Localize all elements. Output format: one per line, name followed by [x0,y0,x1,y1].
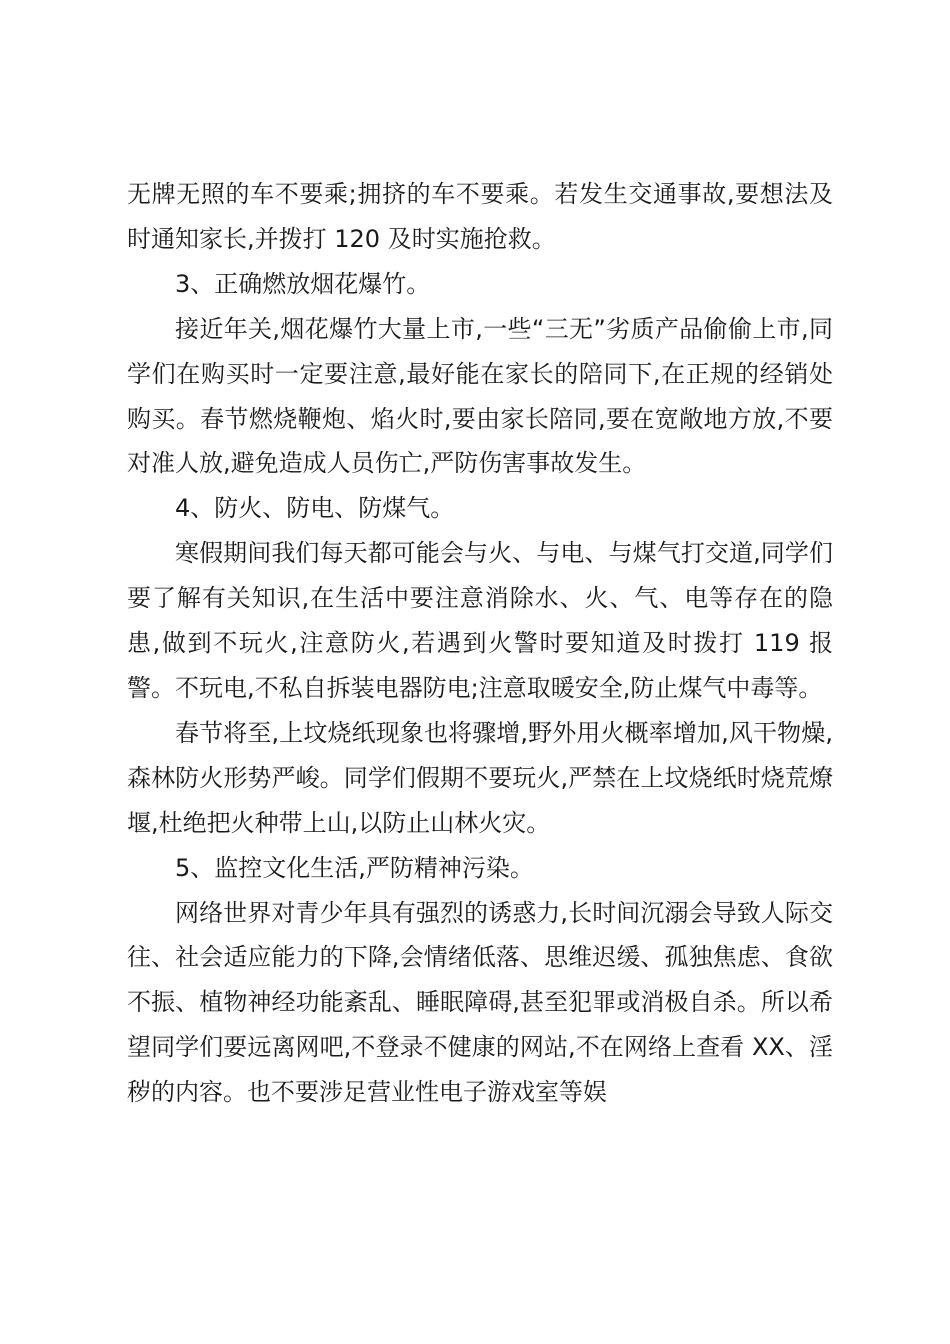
paragraph-internet: 网络世界对青少年具有强烈的诱惑力,长时间沉溺会导致人际交往、社会适应能力的下降,会情绪低落、思维迟缓、孤独焦虑、食欲不振、植物神经功能紊乱、睡眠障碍,甚至犯罪或消极自杀。所以希望同学们要远离网吧,不登录不健康的网站,不在网络上查看 XX、淫秽的内容。也不要涉足营业性电子游戏室等娱 [127,898,833,1107]
heading-fireworks: 3、正确燃放烟花爆竹。 [175,269,431,298]
heading-fire-electric-gas: 4、防火、防电、防煤气。 [175,494,455,523]
paragraph-fireworks: 接近年关,烟花爆竹大量上市,一些“三无”劣质产品偷偷上市,同学们在购买时一定要注意,最好能在家长的陪同下,在正规的经销处购买。春节燃烧鞭炮、焰火时,要由家长陪同,要在宽敞地方放,不要对准人放,避免造成人员伤亡,严防伤害事故发生。 [127,314,833,478]
paragraph-forest-fire: 春节将至,上坟烧纸现象也将骤增,野外用火概率增加,风干物燥,森林防火形势严峻。同学们假期不要玩火,严禁在上坟烧纸时烧荒燎堰,杜绝把火种带上山,以防止山林火灾。 [127,718,833,837]
heading-cultural-life: 5、监控文化生活,严防精神污染。 [175,853,534,882]
paragraph-traffic-continued: 无牌无照的车不要乘;拥挤的车不要乘。若发生交通事故,要想法及时通知家长,并拨打 120 及时实施抢救。 [127,180,833,253]
document-page [127,172,833,1115]
paragraph-fire-electric-gas: 寒假期间我们每天都可能会与火、与电、与煤气打交道,同学们要了解有关知识,在生活中要注意消除水、火、气、电等存在的隐患,做到不玩火,注意防火,若遇到火警时要知道及时拨打 119 报警。不玩电,不私自拆装电器防电;注意取暖安全,防止煤气中毒等。 [127,539,833,702]
